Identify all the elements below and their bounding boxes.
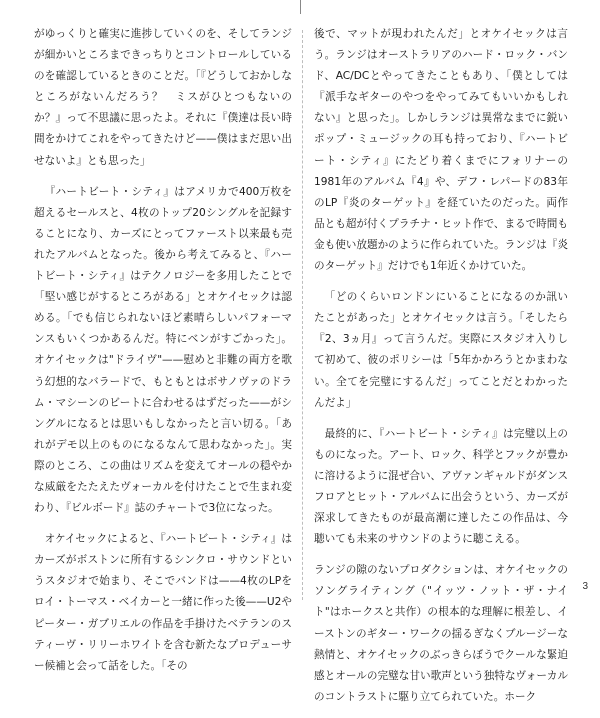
column-divider bbox=[302, 30, 303, 600]
left-paragraph-3: オケイセックによると、『ハートビート・シティ』はカーズがボストンに所有するシンクロ・サウンドというスタジオで始まり、そこでバンドは——4枚のLPをロイ・トーマス・ベイカーと一緒に作った後——U2やピーター・ガブリエルの作品を手掛けたベテランのスティーヴ・リリーホワイトを含む新たなプロデューサー候補と会って話をした。「その bbox=[34, 533, 292, 672]
page-number: 3 bbox=[582, 581, 588, 592]
right-paragraph-4: ランジの隙のないプロダクションは、オケイセックのソングライティング（"イッツ・ノット・ザ・ナイト"はホークスと共作）の根本的な理解に根差し、イーストンのギター・ワークの揺るぎなくブルージーな熱情と、オケイセックのぶっきらぼうでクールな緊迫感とオールの完璧な甘い歌声という独特なヴォーカルのコントラストに駆り立てられていた。ホーク bbox=[314, 564, 568, 703]
right-paragraph-2: 「どのくらいロンドンにいることになるのか訊いたことがあった」とオケイセックは言う。「そしたら『2、3ヵ月』って言うんだ。実際にスタジオ入りして初めて、彼のポリシーは「5年かかろうとかまわない。全てを完璧にするんだ」ってことだとわかったんだよ」 bbox=[314, 291, 568, 409]
left-column bbox=[34, 24, 292, 687]
left-paragraph-2: 『ハートビート・シティ』はアメリカで400万枚を超えるセールスと、4枚のトップ20シングルを記録することになり、カーズにとってファースト以来最も売れたアルバムとなった。後から考えてみると、『ハートビート・シティ』はテクノロジーを多用したことで「堅い感じがするところがある」とオケイセックは認める。「でも信じられないほど素晴らしいパフォーマンスもいくつかあるんだ。特にベンがすごかった」。オケイセックは"ドライヴ"——慰めと非難の両方を歌う幻想的なバラードで、もともとはボサノヴァのドラム・マシーンのビートに合わせるはずだった——がシングルになるとは思いもしなかったと言い切る。「あれがデモ以上のものになるなんて思わなかった」。実際のところ、この曲はリズムを変えてオールの穏やかな威厳をたたえたヴォーカルを付けたことで生まれ変わり、『ビルボード』誌のチャートで3位になった。 bbox=[34, 185, 292, 515]
right-paragraph-1: 後で、マットが現われたんだ」とオケイセックは言う。ランジはオーストラリアのハード・ロック・バンド、AC/DCとやってきたこともあり、「僕としては『派手なギターのやつをやってみてもいいかもしれない』と思った」。しかしランジは異常なまでに鋭いポップ・ミュージックの耳も持っており、『ハートビート・シティ』にたどり着くまでにフォリナーの1981年のアルバム『4』や、デフ・レパードの83年のLP『炎のターゲット』を経ていたのだった。両作品とも超が付くプラチナ・ヒット作で、まるで時間も金も使い放題かのように作られていた。ランジは『炎のターゲット』だけでも1年近くかけていた。 bbox=[314, 28, 568, 273]
right-paragraph-3: 最終的に、『ハートビート・シティ』は完璧以上のものになった。アート、ロック、科学とフックが豊かに溶けるように混ぜ合い、アヴァンギャルドがダンスフロアとヒット・アルバムに出会うという、カーズが深求してきたものが最高潮に達したこの作品は、今聴いても未来のサウンドのように聴こえる。 bbox=[314, 427, 568, 546]
left-paragraph-1: がゆっくりと確実に進捗していくのを、そしてランジが細かいところまできっちりとコントロールしているのを確認しているときのことだ。「『どうしておかしなところがないんだろう？ ミスがひとつもないのか？』って不思議に思ったよ。それに『僕達は長い時間をかけてこれをやってきたけど——僕はまだ思い出せないよ』とも思った」 bbox=[34, 28, 292, 167]
right-column bbox=[314, 24, 568, 718]
crop-mark bbox=[300, 0, 301, 14]
